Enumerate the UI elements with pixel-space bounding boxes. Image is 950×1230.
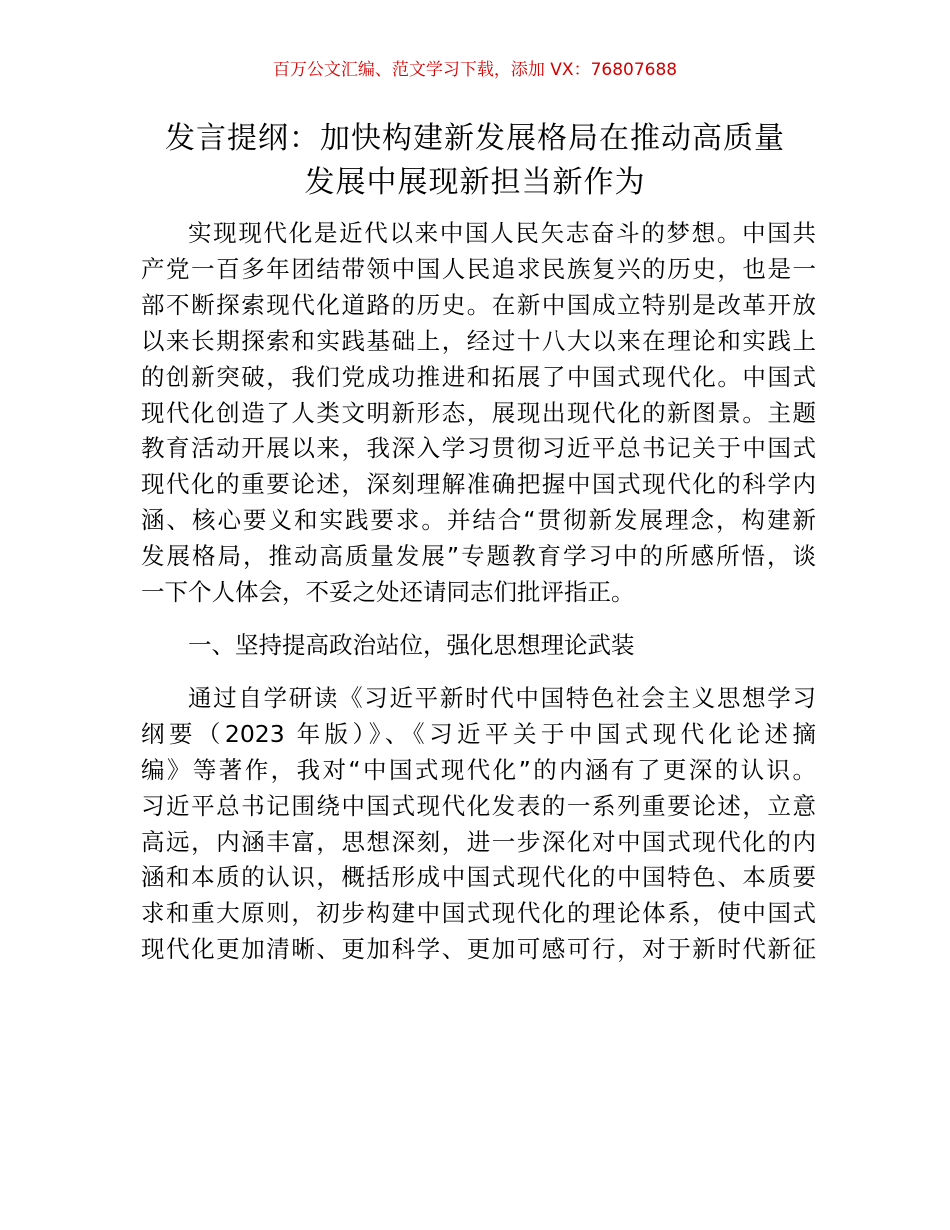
text-line: 部不断探索现代化道路的历史。在新中国成立特别是改革开放 [141,290,816,319]
text-line: 涵和本质的认识，概括形成中国式现代化的中国特色、本质要 [141,863,816,892]
intro-paragraph [141,216,816,611]
text-line: 实现现代化是近代以来中国人民矢志奋斗的梦想。中国共 [188,219,816,247]
text-line: 的创新突破，我们党成功推进和拓展了中国式现代化。中国式 [141,362,816,391]
text-line: 现代化更加清晰、更加科学、更加可感可行，对于新时代新征 [141,935,816,964]
text-line: 通过自学研读《习近平新时代中国特色社会主义思想学习 [188,683,816,712]
text-line: 编》等著作，我对“中国式现代化”的内涵有了更深的认识。 [141,755,816,784]
text-line: 发展格局，推动高质量发展”专题教育学习中的所感所悟，谈 [141,542,816,571]
document-body [141,216,816,968]
title-line-2: 发展中展现新担当新作为 [304,165,646,200]
text-line: 现代化的重要论述，深刻理解准确把握中国式现代化的科学内 [141,470,816,499]
text-line: 产党一百多年团结带领中国人民追求民族复兴的历史，也是一 [141,254,816,283]
section-heading-1: 一、坚持提高政治站位，强化思想理论武装 [188,630,635,659]
text-line: 一下个人体会，不妥之处还请同志们批评指正。 [141,578,635,607]
text-line: 教育活动开展以来，我深入学习贯彻习近平总书记关于中国式 [141,434,816,463]
promo-header-text: 百万公文汇编、范文学习下载，添加 VX：76807688 [272,60,678,80]
section1-paragraph [141,681,816,968]
text-line: 习近平总书记围绕中国式现代化发表的一系列重要论述，立意 [141,791,816,820]
promo-header [0,58,950,82]
text-line: 高远，内涵丰富，思想深刻，进一步深化对中国式现代化的内 [141,827,816,856]
text-line: 求和重大原则，初步构建中国式现代化的理论体系，使中国式 [141,899,816,928]
text-line: 涵、核心要义和实践要求。并结合“贯彻新发展理念，构建新 [141,506,816,535]
title-line-1: 发言提纲：加快构建新发展格局在推动高质量 [165,121,785,156]
text-line: 以来长期探索和实践基础上，经过十八大以来在理论和实践上 [141,326,816,355]
document-title [120,117,830,205]
text-line: 纲要（2023 年版）》、《习近平关于中国式现代化论述摘 [141,719,816,748]
text-line: 现代化创造了人类文明新形态，展现出现代化的新图景。主题 [141,398,816,427]
